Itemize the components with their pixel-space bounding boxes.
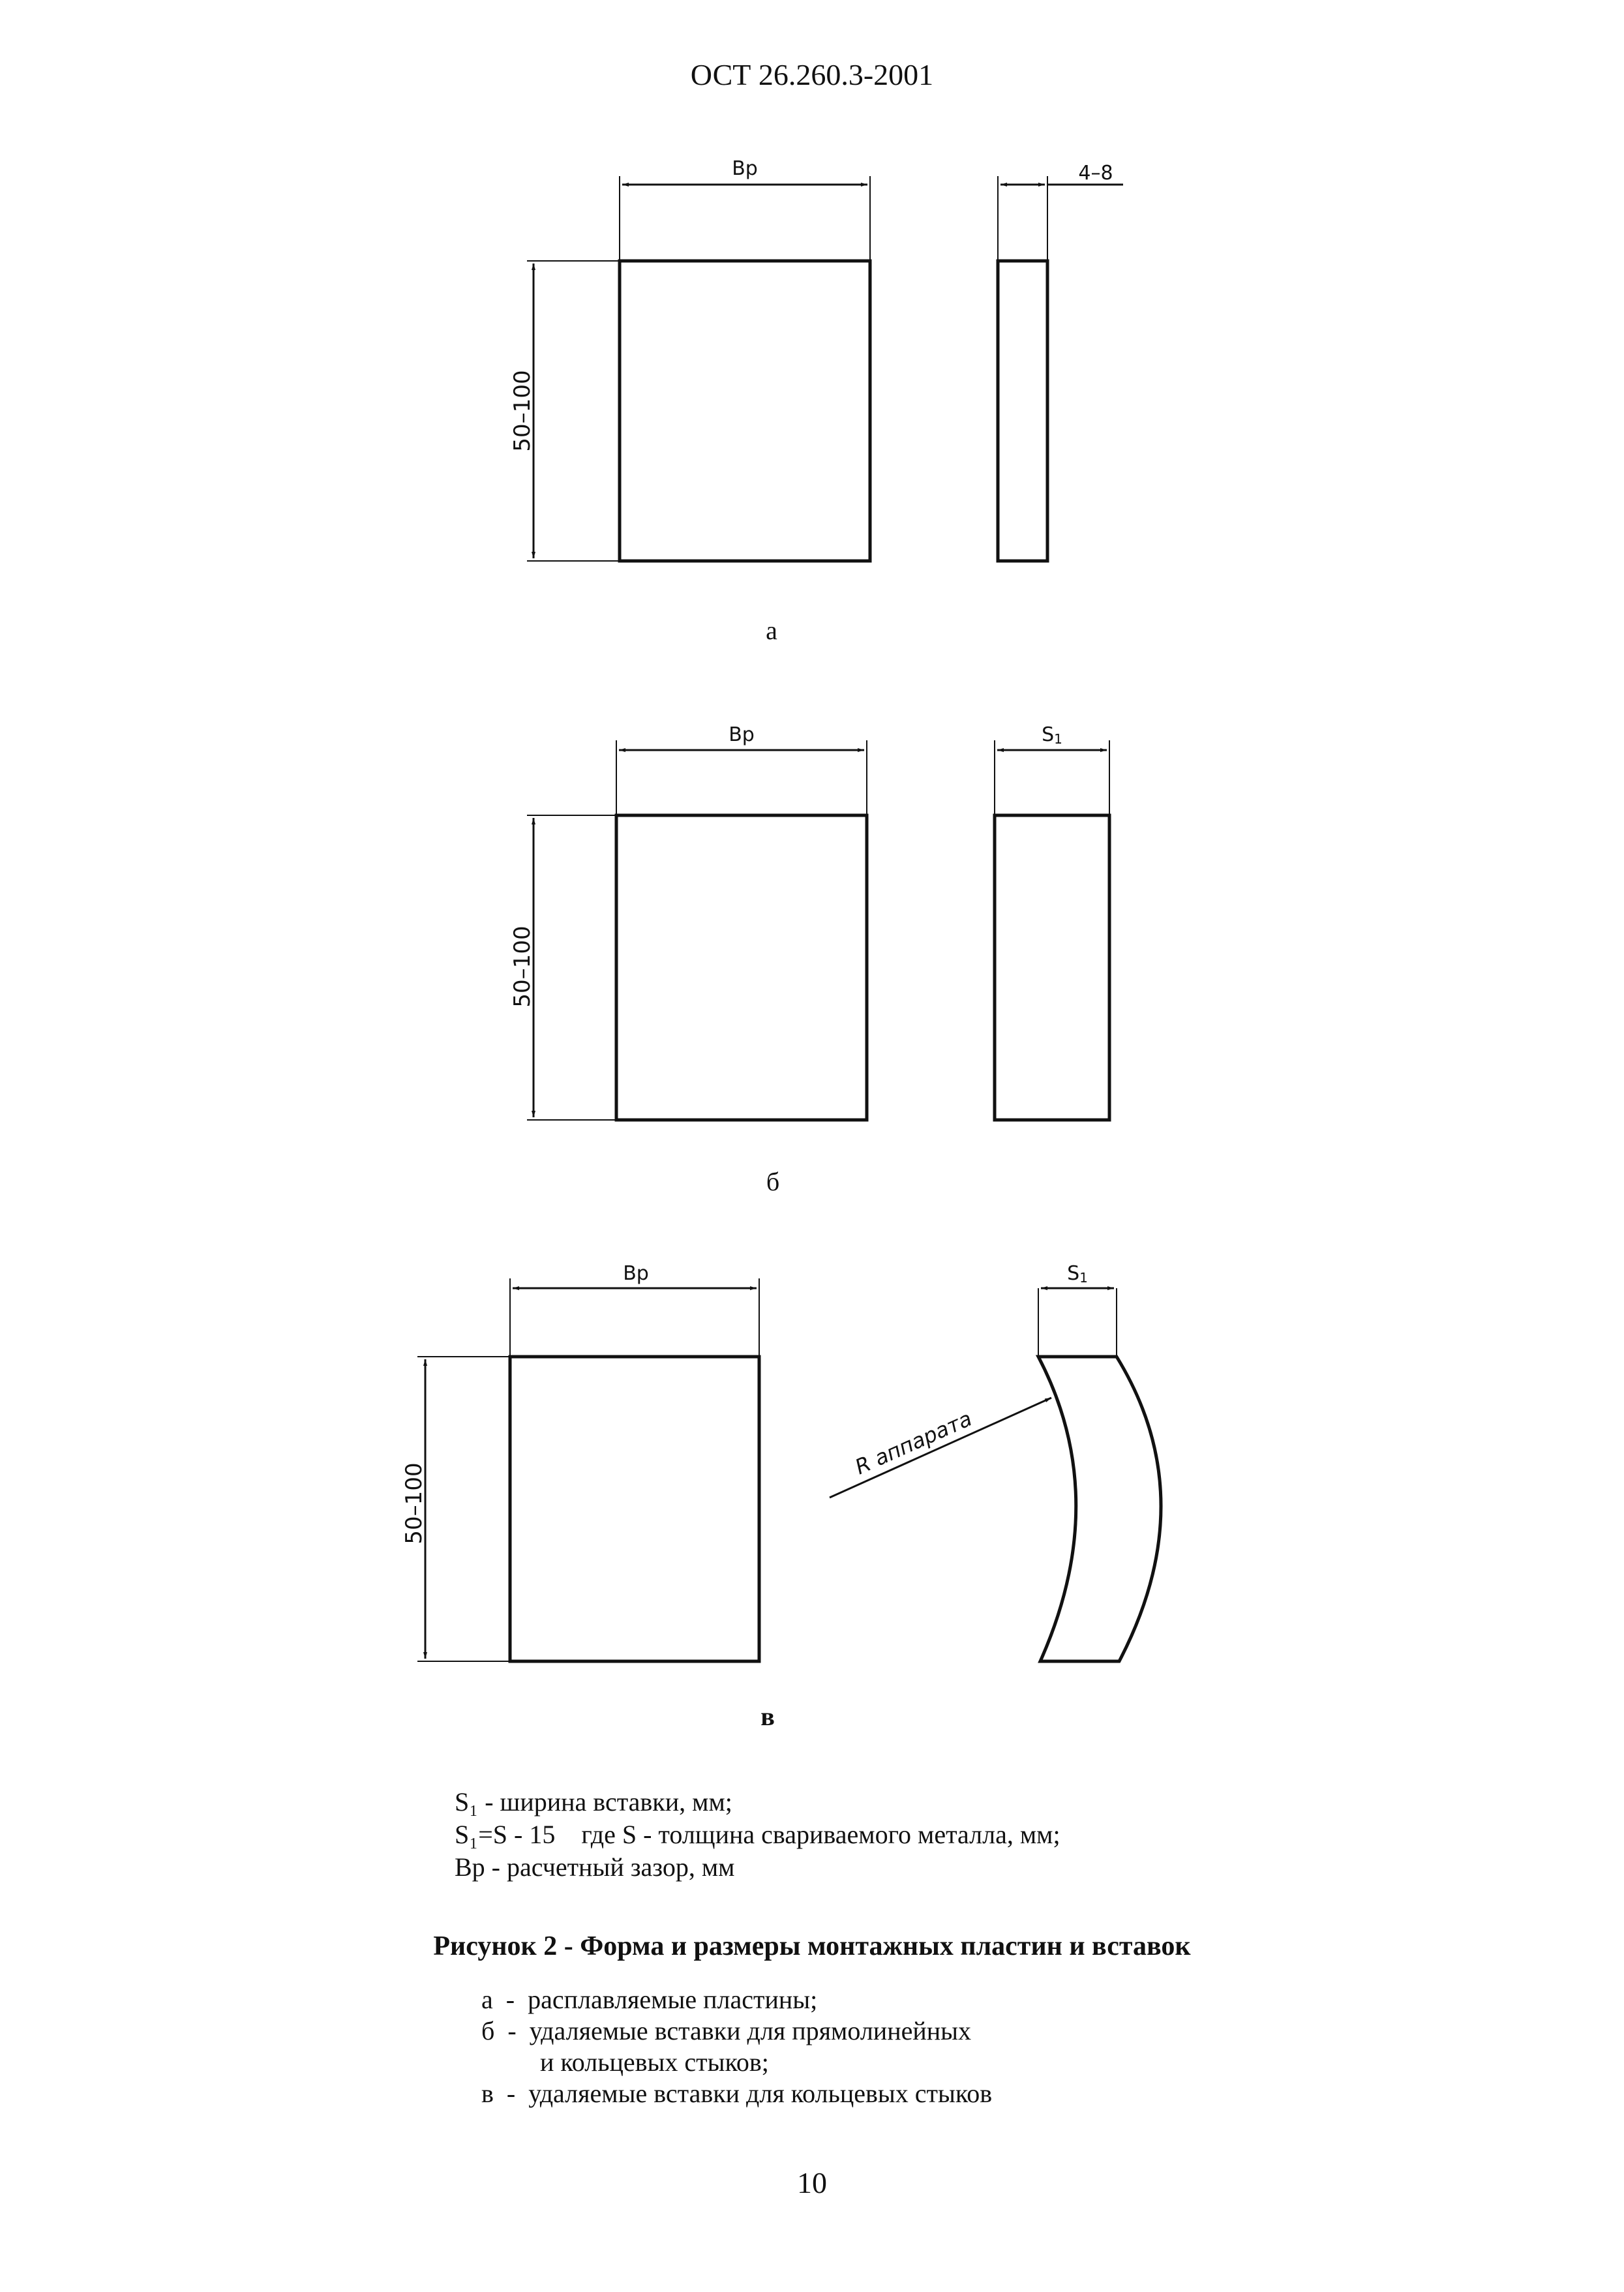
page-number: 10 bbox=[797, 2166, 827, 2199]
legend-item-b-continued: и кольцевых стыков; bbox=[540, 2047, 769, 2077]
sub-figure-label-b: б bbox=[766, 1167, 780, 1196]
figure-b-front-view bbox=[509, 723, 867, 1120]
dim-width-label-v: Bp bbox=[623, 1262, 649, 1285]
legend-item-b: б - удаляемые вставки для прямолинейных bbox=[481, 2016, 972, 2045]
figure-v-front-view bbox=[401, 1262, 759, 1661]
figure-a-front-view bbox=[509, 157, 870, 561]
figure-b-side-view bbox=[995, 723, 1109, 1120]
dim-height-label-v: 50–100 bbox=[401, 1462, 427, 1545]
dim-height-label-a: 50–100 bbox=[509, 370, 535, 452]
sub-figure-label-v: в bbox=[760, 1702, 775, 1731]
radius-label: R аппарата bbox=[851, 1406, 976, 1480]
figure-legend bbox=[481, 1984, 992, 2109]
dim-thickness-label-a: 4–8 bbox=[1078, 162, 1113, 185]
figure-caption: Рисунок 2 - Форма и размеры монтажных пластин и вставок bbox=[433, 1931, 1191, 1961]
sub-figure-label-a: а bbox=[766, 616, 777, 645]
figure-notes bbox=[455, 1786, 1060, 1884]
legend-item-a: а - расплавляемые пластины; bbox=[481, 1985, 818, 2014]
dim-thickness-label-b: S1 bbox=[1042, 723, 1062, 747]
figure-v-curved-insert bbox=[830, 1262, 1161, 1661]
figure-a-side-view bbox=[998, 162, 1123, 561]
legend-item-v: в - удаляемые вставки для кольцевых стыков bbox=[481, 2079, 993, 2108]
dim-width-label-a: Bp bbox=[732, 157, 758, 180]
document-code-header: ОСТ 26.260.3-2001 bbox=[690, 58, 934, 91]
dim-height-label-b: 50–100 bbox=[509, 926, 535, 1008]
dim-width-label-b: Bp bbox=[729, 723, 755, 746]
note-bp-gap: Bp - расчетный зазор, мм bbox=[455, 1852, 735, 1882]
dim-thickness-label-v: S1 bbox=[1067, 1262, 1088, 1286]
note-s1-width: S₁ - ширина вставки, мм; bbox=[455, 1787, 732, 1817]
note-s1-formula: S₁=S - 15 где S - толщина свариваемого металла, мм; bbox=[455, 1820, 1060, 1849]
